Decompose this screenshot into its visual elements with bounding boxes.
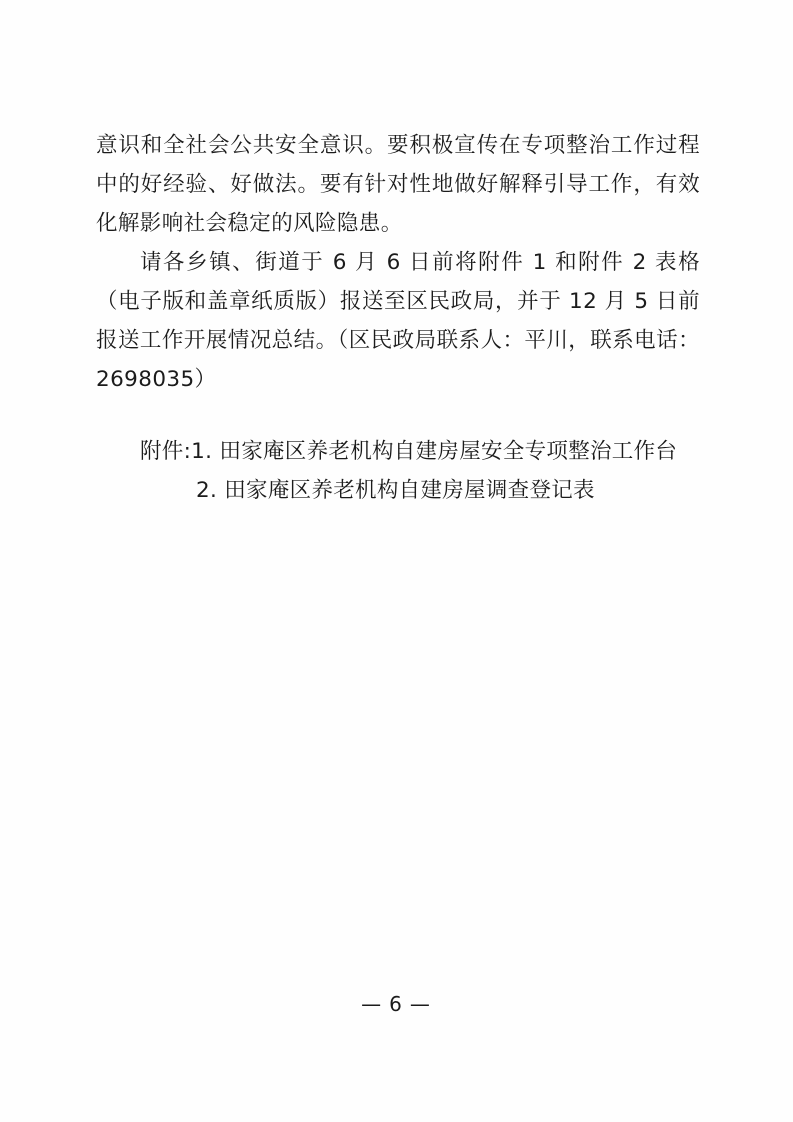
paragraph-1: 意识和全社会公共安全意识。要积极宣传在专项整治工作过程中的好经验、好做法。要有针对性地做好解释引导工作，有效化解影响社会稳定的风险隐患。 <box>96 133 700 236</box>
paragraph-2: 请各乡镇、街道于 6 月 6 日前将附件 1 和附件 2 表格（电子版和盖章纸质版）报送至区民政局，并于 12 月 5 日前报送工作开展情况总结。（区民政局联系人：平川，联系电话：2698035） <box>96 250 700 392</box>
footer-dash-left: — <box>361 992 384 1016</box>
footer-dash-right: — <box>409 992 432 1016</box>
footer-page-number: 6 <box>389 992 404 1016</box>
attachment-item-2: 2. 田家庵区养老机构自建房屋调查登记表 <box>196 478 595 503</box>
document-body <box>96 126 700 510</box>
page-footer <box>0 992 793 1016</box>
attachment-item-1: 附件:1. 田家庵区养老机构自建房屋安全专项整治工作台 <box>140 439 678 464</box>
attachment-list <box>96 432 700 510</box>
